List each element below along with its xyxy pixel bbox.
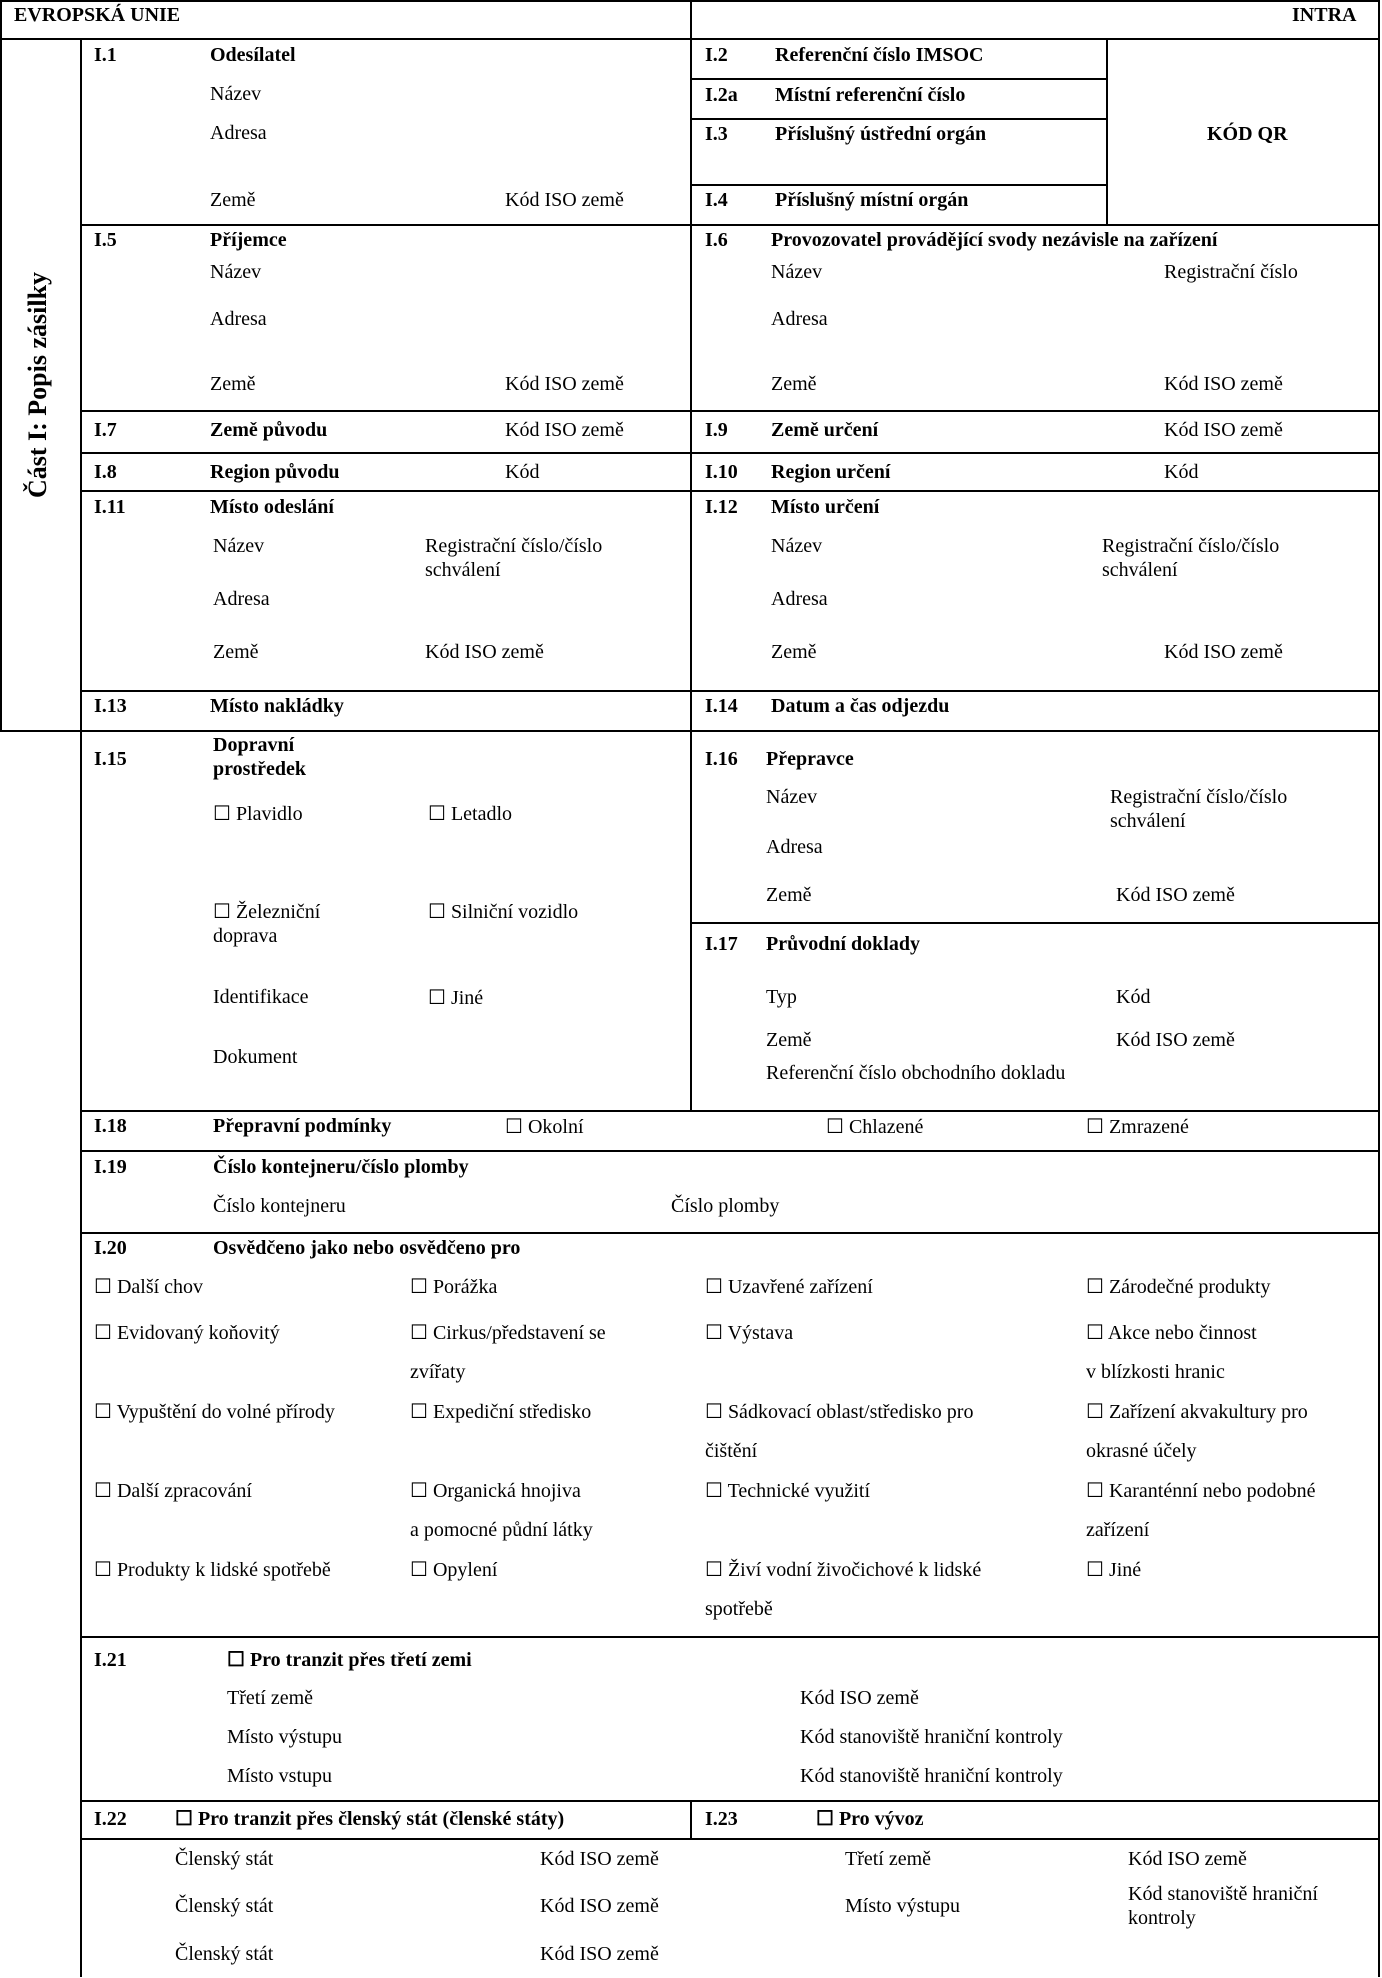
rule	[0, 0, 2, 731]
box-number: I.5	[94, 229, 117, 251]
checkbox-icon: ☐	[505, 1116, 523, 1138]
field-label: Členský stát	[175, 1943, 274, 1965]
box-title: Provozovatel provádějící svody nezávisle na zařízení	[771, 229, 1218, 251]
option-label: Organická hnojiva	[432, 1480, 581, 1502]
box-title: Země původu	[210, 419, 328, 441]
rule	[690, 184, 1107, 186]
option-label: zařízení	[1086, 1519, 1150, 1541]
field-label: Místo výstupu	[227, 1726, 343, 1748]
checkbox-icon: ☐	[213, 901, 231, 923]
option-label: Železniční doprava	[213, 901, 321, 947]
box-number: I.21	[94, 1649, 127, 1671]
checkbox-icon: ☐	[1086, 1401, 1104, 1423]
field-label: Název	[210, 83, 262, 105]
i20-checkbox-option[interactable]	[1086, 1558, 1141, 1582]
i20-option-continuation	[410, 1518, 593, 1542]
i20-checkbox-option[interactable]	[410, 1558, 497, 1582]
box-title: Přepravce	[766, 748, 854, 770]
field-label: Země	[771, 373, 817, 395]
field-label: Kód ISO země	[540, 1895, 659, 1917]
field-label: Země	[210, 373, 256, 395]
option-label: Zařízení akvakultury pro	[1108, 1401, 1308, 1423]
box-title: Příslušný ústřední orgán	[775, 123, 987, 145]
option-label: Okolní	[527, 1116, 584, 1138]
rule	[80, 1110, 1380, 1112]
field-label: Registrační číslo/číslo schválení	[1102, 535, 1280, 581]
checkbox-icon: ☐	[428, 901, 446, 923]
option-label: Opylení	[432, 1559, 498, 1581]
field-label: Kód	[1116, 986, 1151, 1008]
box-number: I.9	[705, 419, 728, 441]
i20-checkbox-option[interactable]	[94, 1479, 252, 1503]
i20-checkbox-option[interactable]	[1086, 1275, 1271, 1299]
option-label: Zárodečné produkty	[1108, 1276, 1271, 1298]
field-label: Adresa	[771, 588, 828, 610]
checkbox-icon: ☐	[1086, 1480, 1104, 1502]
box-number: I.4	[705, 189, 728, 211]
option-label: Pro vývoz	[838, 1808, 924, 1830]
box-number: I.1	[94, 44, 117, 66]
field-label: Registrační číslo	[1164, 261, 1298, 283]
box-number: I.15	[94, 748, 127, 770]
field-label: Kód ISO země	[540, 1943, 659, 1965]
field-label: Kód stanoviště hraniční kontroly	[800, 1726, 1063, 1748]
field-label: Třetí země	[227, 1687, 314, 1709]
rule	[80, 1800, 1380, 1802]
header-eu: EVROPSKÁ UNIE	[14, 4, 181, 26]
field-label: Adresa	[210, 122, 267, 144]
checkbox-icon: ☐	[94, 1401, 112, 1423]
i20-option-continuation	[410, 1360, 466, 1384]
field-label: Členský stát	[175, 1848, 274, 1870]
field-label: Název	[210, 261, 262, 283]
i20-checkbox-option[interactable]	[1086, 1479, 1316, 1503]
i20-checkbox-option[interactable]	[705, 1479, 870, 1503]
checkbox-icon: ☐	[1086, 1322, 1104, 1344]
rule	[80, 38, 82, 1977]
i20-option-continuation	[1086, 1360, 1225, 1384]
field-label: Název	[766, 786, 818, 808]
box-number: I.22	[94, 1808, 127, 1830]
checkbox-icon: ☐	[816, 1808, 834, 1830]
box-title: Místní referenční číslo	[775, 84, 966, 106]
rule	[690, 78, 1107, 80]
box-number: I.23	[705, 1808, 738, 1830]
field-label: Třetí země	[845, 1848, 932, 1870]
box-number: I.2	[705, 44, 728, 66]
box-title: Datum a čas odjezdu	[771, 695, 950, 717]
checkbox-okolni[interactable]	[505, 1115, 584, 1139]
option-label: spotřebě	[705, 1598, 773, 1620]
i20-checkbox-option[interactable]	[94, 1321, 280, 1345]
option-label: Zmrazené	[1108, 1116, 1189, 1138]
i20-option-continuation	[1086, 1518, 1149, 1542]
checkbox-icon: ☐	[1086, 1559, 1104, 1581]
field-label: Název	[213, 535, 265, 557]
option-label: Jiné	[1108, 1559, 1142, 1581]
checkbox-icon: ☐	[428, 987, 446, 1009]
option-label: Letadlo	[450, 803, 513, 825]
box-title: Referenční číslo IMSOC	[775, 44, 984, 66]
option-label: Evidovaný koňovitý	[116, 1322, 280, 1344]
field-label: Země	[766, 1029, 812, 1051]
box-number: I.8	[94, 461, 117, 483]
i20-checkbox-option[interactable]	[410, 1400, 591, 1424]
option-label: Živí vodní živočichové k lidské	[727, 1559, 982, 1581]
box-title: Přepravní podmínky	[213, 1115, 392, 1137]
field-label: Kód ISO země	[505, 419, 624, 441]
option-label: Akce nebo činnost	[1107, 1322, 1257, 1344]
checkbox-vyvoz[interactable]	[816, 1807, 924, 1831]
checkbox-icon: ☐	[705, 1480, 723, 1502]
checkbox-icon: ☐	[1086, 1116, 1104, 1138]
i20-checkbox-option[interactable]	[705, 1558, 981, 1582]
rule	[80, 1838, 1380, 1840]
rule	[690, 0, 692, 1110]
box-number: I.3	[705, 123, 728, 145]
option-label: Další chov	[116, 1276, 204, 1298]
checkbox-icon: ☐	[410, 1559, 428, 1581]
option-label: Produkty k lidské spotřebě	[116, 1559, 331, 1581]
field-label: Registrační číslo/číslo schválení	[425, 535, 603, 581]
rule	[80, 410, 1380, 412]
checkbox-icon: ☐	[705, 1276, 723, 1298]
option-label: Jiné	[450, 987, 484, 1009]
checkbox-icon: ☐	[94, 1276, 112, 1298]
i20-checkbox-option[interactable]	[410, 1479, 581, 1503]
box-number: I.10	[705, 461, 738, 483]
box-title: Průvodní doklady	[766, 933, 920, 955]
box-title: Region určení	[771, 461, 891, 483]
field-label: Kód ISO země	[1164, 419, 1283, 441]
field-label: Název	[771, 261, 823, 283]
rule	[80, 1636, 1380, 1638]
checkbox-icon: ☐	[94, 1480, 112, 1502]
option-label: Výstava	[727, 1322, 794, 1344]
checkbox-icon: ☐	[410, 1276, 428, 1298]
rule	[80, 1232, 1380, 1234]
option-label: Další zpracování	[116, 1480, 252, 1502]
field-label: Typ	[766, 986, 797, 1008]
checkbox-letadlo[interactable]	[428, 802, 512, 826]
field-label: Kód ISO země	[425, 641, 544, 663]
field-label: Číslo kontejneru	[213, 1195, 346, 1217]
box-number: I.19	[94, 1156, 127, 1178]
option-label: Uzavřené zařízení	[727, 1276, 873, 1298]
box-title: Osvědčeno jako nebo osvědčeno pro	[213, 1237, 521, 1259]
option-label: Cirkus/představení se	[432, 1322, 606, 1344]
field-label: Země	[213, 641, 259, 663]
checkbox-silnicni-vozidlo[interactable]	[428, 900, 578, 924]
field-label: Název	[771, 535, 823, 557]
rule	[1378, 0, 1380, 1977]
rule	[690, 922, 1380, 924]
checkbox-tranzit-clensky-stat[interactable]	[175, 1807, 564, 1831]
checkbox-plavidlo[interactable]	[213, 802, 303, 826]
checkbox-chlazene[interactable]	[826, 1115, 923, 1139]
option-label: Chlazené	[848, 1116, 924, 1138]
box-number: I.17	[705, 933, 738, 955]
rule	[1106, 38, 1108, 224]
header-intra: INTRA	[1292, 4, 1357, 26]
rule	[690, 118, 1107, 120]
checkbox-icon: ☐	[410, 1480, 428, 1502]
field-label: Adresa	[771, 308, 828, 330]
i20-checkbox-option[interactable]	[1086, 1400, 1308, 1424]
box-number: I.6	[705, 229, 728, 251]
field-label: Adresa	[766, 836, 823, 858]
checkbox-icon: ☐	[705, 1401, 723, 1423]
field-label: Země	[766, 884, 812, 906]
option-label: Pro tranzit přes členský stát (členské státy)	[197, 1808, 565, 1830]
field-label: Registrační číslo/číslo schválení	[1110, 786, 1288, 832]
checkbox-tranzit-treti-zeme[interactable]	[227, 1648, 472, 1672]
box-title: Místo nakládky	[210, 695, 344, 717]
field-label: Kód ISO země	[505, 373, 624, 395]
option-label: Expediční středisko	[432, 1401, 592, 1423]
side-label-text: Část I: Popis zásilky	[23, 271, 52, 499]
box-title: Dopravní prostředek	[213, 734, 306, 780]
field-label: Země	[771, 641, 817, 663]
box-number: I.2a	[705, 84, 738, 106]
field-label: Kód ISO země	[800, 1687, 919, 1709]
field-label: Kód	[1164, 461, 1199, 483]
checkbox-icon: ☐	[410, 1401, 428, 1423]
option-label: okrasné účely	[1086, 1440, 1197, 1462]
field-label: Identifikace	[213, 986, 309, 1008]
checkbox-icon: ☐	[94, 1322, 112, 1344]
option-label: Sádkovací oblast/středisko pro	[727, 1401, 974, 1423]
qr-code-label: KÓD QR	[1207, 123, 1288, 145]
field-label: Číslo plomby	[671, 1195, 780, 1217]
field-label: Místo vstupu	[227, 1765, 333, 1787]
box-title: Místo odeslání	[210, 496, 334, 518]
field-label: Země	[210, 189, 256, 211]
option-label: Pro tranzit přes třetí zemi	[249, 1649, 472, 1671]
box-number: I.14	[705, 695, 738, 717]
option-label: Karanténní nebo podobné	[1108, 1480, 1316, 1502]
checkbox-icon: ☐	[94, 1559, 112, 1581]
i20-checkbox-option[interactable]	[1086, 1321, 1257, 1345]
field-label: Kód ISO země	[1164, 373, 1283, 395]
box-title: Země určení	[771, 419, 879, 441]
rule	[80, 690, 1380, 692]
box-number: I.20	[94, 1237, 127, 1259]
field-label: Adresa	[213, 588, 270, 610]
rule	[80, 224, 1380, 226]
box-title: Region původu	[210, 461, 340, 483]
i20-checkbox-option[interactable]	[705, 1400, 973, 1424]
checkbox-icon: ☐	[705, 1322, 723, 1344]
field-label: Kód ISO země	[1116, 1029, 1235, 1051]
field-label: Členský stát	[175, 1895, 274, 1917]
rule	[690, 1800, 692, 1838]
box-title: Číslo kontejneru/číslo plomby	[213, 1156, 469, 1178]
i20-checkbox-option[interactable]	[94, 1400, 335, 1424]
i20-checkbox-option[interactable]	[705, 1275, 873, 1299]
box-title: Příslušný místní orgán	[775, 189, 969, 211]
field-label: Dokument	[213, 1046, 298, 1068]
option-label: v blízkosti hranic	[1086, 1361, 1225, 1383]
checkbox-zeleznicni-doprava[interactable]	[213, 900, 373, 948]
field-label: Kód stanoviště hraniční kontroly	[1128, 1883, 1318, 1929]
box-number: I.18	[94, 1115, 127, 1137]
checkbox-icon: ☐	[428, 803, 446, 825]
field-label: Kód ISO země	[505, 189, 624, 211]
box-number: I.11	[94, 496, 126, 518]
box-title: Místo určení	[771, 496, 880, 518]
box-number: I.16	[705, 748, 738, 770]
option-label: čištění	[705, 1440, 758, 1462]
box-title: Odesílatel	[210, 44, 296, 66]
i20-checkbox-option[interactable]	[410, 1275, 497, 1299]
field-label: Kód ISO země	[1116, 884, 1235, 906]
option-label: Plavidlo	[235, 803, 303, 825]
rule	[80, 1150, 1380, 1152]
field-label: Kód	[505, 461, 540, 483]
field-label: Kód ISO země	[1164, 641, 1283, 663]
i20-option-continuation	[705, 1439, 757, 1463]
checkbox-icon: ☐	[410, 1322, 428, 1344]
option-label: a pomocné půdní látky	[410, 1519, 593, 1541]
box-number: I.7	[94, 419, 117, 441]
checkbox-jine[interactable]	[428, 986, 483, 1010]
option-label: zvířaty	[410, 1361, 466, 1383]
field-label: Adresa	[210, 308, 267, 330]
option-label: Technické využití	[727, 1480, 871, 1502]
checkbox-icon: ☐	[213, 803, 231, 825]
i20-checkbox-option[interactable]	[94, 1558, 331, 1582]
i20-option-continuation	[1086, 1439, 1197, 1463]
checkbox-icon: ☐	[1086, 1276, 1104, 1298]
rule	[80, 490, 1380, 492]
field-label: Místo výstupu	[845, 1895, 961, 1917]
checkbox-icon: ☐	[227, 1649, 245, 1671]
field-label: Kód ISO země	[1128, 1848, 1247, 1870]
checkbox-icon: ☐	[705, 1559, 723, 1581]
option-label: Porážka	[432, 1276, 498, 1298]
field-label: Referenční číslo obchodního dokladu	[766, 1062, 1066, 1084]
checkbox-zmrazene[interactable]	[1086, 1115, 1189, 1139]
i20-checkbox-option[interactable]	[94, 1275, 203, 1299]
i20-checkbox-option[interactable]	[705, 1321, 793, 1345]
rule	[80, 452, 1380, 454]
i20-checkbox-option[interactable]	[410, 1321, 606, 1345]
box-title: Příjemce	[210, 229, 287, 251]
checkbox-icon: ☐	[826, 1116, 844, 1138]
checkbox-icon: ☐	[175, 1808, 193, 1830]
i20-option-continuation	[705, 1597, 773, 1621]
field-label: Kód ISO země	[540, 1848, 659, 1870]
box-number: I.12	[705, 496, 738, 518]
box-number: I.13	[94, 695, 127, 717]
side-label	[23, 271, 52, 499]
option-label: Vypuštění do volné přírody	[116, 1401, 335, 1423]
option-label: Silniční vozidlo	[450, 901, 579, 923]
field-label: Kód stanoviště hraniční kontroly	[800, 1765, 1063, 1787]
